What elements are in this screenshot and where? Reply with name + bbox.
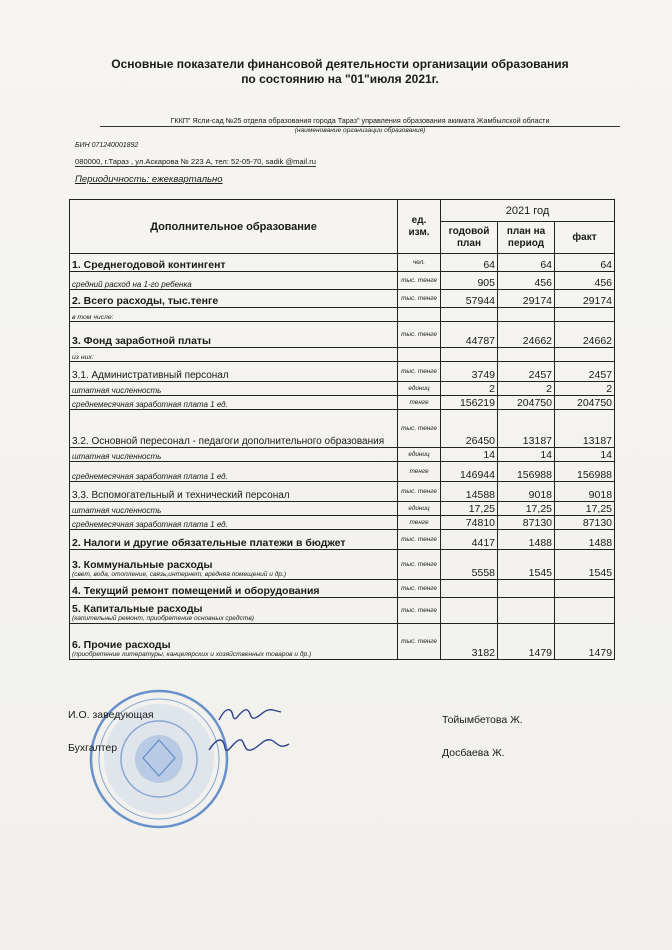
header-period: план на период — [498, 222, 555, 254]
row-label — [70, 580, 398, 598]
row-label-text: 5. Капитальные расходы — [72, 603, 203, 615]
header-annual: годовой план — [441, 222, 498, 254]
row-unit: тыс. тенге — [398, 410, 441, 448]
row-label — [70, 382, 398, 396]
cell-annual: 14 — [441, 448, 498, 462]
row-label — [70, 624, 398, 660]
cell-annual — [441, 348, 498, 362]
row-unit: тыс. тенге — [398, 322, 441, 348]
cell-annual: 4417 — [441, 530, 498, 550]
cell-fact: 29174 — [555, 290, 615, 308]
cell-fact: 24662 — [555, 322, 615, 348]
row-unit: тенге — [398, 462, 441, 482]
cell-fact: 87130 — [555, 516, 615, 530]
row-label — [70, 448, 398, 462]
organization-caption: (наименование организации образования) — [294, 127, 426, 134]
row-label-note: (свет, вода, отопление, связь,интернет, вредняа помещений и др.) — [72, 571, 287, 578]
cell-period: 1545 — [498, 550, 555, 580]
table-row — [70, 290, 615, 308]
cell-period: 24662 — [498, 322, 555, 348]
row-unit: тыс. тенге — [398, 624, 441, 660]
cell-fact: 14 — [555, 448, 615, 462]
cell-annual: 44787 — [441, 322, 498, 348]
table-row — [70, 550, 615, 580]
cell-annual: 905 — [441, 272, 498, 290]
row-unit: тыс. тенге — [398, 530, 441, 550]
cell-fact — [555, 308, 615, 322]
head-signature — [215, 702, 285, 730]
table-row — [70, 580, 615, 598]
cell-period — [498, 598, 555, 624]
row-label-text: штатная численность — [72, 506, 162, 515]
table-row — [70, 502, 615, 516]
finance-table — [69, 199, 615, 660]
document-title — [60, 57, 620, 87]
row-unit: тыс. тенге — [398, 550, 441, 580]
row-label-text: 1. Среднегодовой контингент — [72, 259, 226, 271]
row-label-note: (приобретение литературы, канцелярских и хозяйственных товаров и др.) — [72, 651, 312, 658]
cell-annual: 2 — [441, 382, 498, 396]
row-label — [70, 530, 398, 550]
cell-fact: 2457 — [555, 362, 615, 382]
row-label-text: из них: — [72, 354, 94, 361]
row-label — [70, 550, 398, 580]
row-label — [70, 254, 398, 272]
table-row — [70, 462, 615, 482]
table-row — [70, 482, 615, 502]
row-unit — [398, 308, 441, 322]
cell-period: 87130 — [498, 516, 555, 530]
cell-period: 17,25 — [498, 502, 555, 516]
cell-period: 2457 — [498, 362, 555, 382]
cell-fact: 1545 — [555, 550, 615, 580]
row-label-text: 3. Фонд заработной платы — [72, 335, 212, 347]
cell-fact: 2 — [555, 382, 615, 396]
row-unit: единиц — [398, 448, 441, 462]
row-label — [70, 502, 398, 516]
cell-period: 14 — [498, 448, 555, 462]
head-title: И.О. заведующая — [68, 709, 154, 721]
row-unit: тыс. тенге — [398, 272, 441, 290]
cell-fact: 13187 — [555, 410, 615, 448]
row-label-text: 6. Прочие расходы — [72, 639, 171, 651]
table-row — [70, 382, 615, 396]
table-row — [70, 530, 615, 550]
row-unit: чел. — [398, 254, 441, 272]
table-row — [70, 516, 615, 530]
row-label — [70, 348, 398, 362]
cell-annual: 3182 — [441, 624, 498, 660]
cell-annual: 64 — [441, 254, 498, 272]
row-label-note: (капительный ремонт, приобретение основных средств) — [72, 615, 254, 622]
cell-fact: 456 — [555, 272, 615, 290]
row-unit: тенге — [398, 396, 441, 410]
table-row — [70, 254, 615, 272]
row-unit: тыс. тенге — [398, 290, 441, 308]
cell-fact: 1479 — [555, 624, 615, 660]
row-label-text: 3.2. Основной пересонал - педагоги дополнительного образования — [72, 436, 385, 447]
header-year: 2021 год — [441, 200, 615, 222]
row-label — [70, 410, 398, 448]
row-unit: тенге — [398, 516, 441, 530]
table-row — [70, 624, 615, 660]
cell-fact — [555, 598, 615, 624]
organization-name: ГККП" Ясли-сад №25 отдела образования города Тараз" управления образования акимата Жамбылской области — [100, 116, 620, 127]
table-row — [70, 362, 615, 382]
table-row — [70, 322, 615, 348]
cell-annual: 3749 — [441, 362, 498, 382]
cell-fact: 1488 — [555, 530, 615, 550]
cell-fact: 17,25 — [555, 502, 615, 516]
address-line: 080000, г.Тараз , ул.Аскарова № 223 А, тел: 52-05-70, sadik @mail.ru — [75, 157, 316, 166]
cell-fact: 64 — [555, 254, 615, 272]
cell-fact — [555, 580, 615, 598]
cell-period: 9018 — [498, 482, 555, 502]
cell-annual: 17,25 — [441, 502, 498, 516]
row-label — [70, 322, 398, 348]
row-unit: единиц — [398, 382, 441, 396]
row-label-text: 2. Всего расходы, тыс.тенге — [72, 295, 219, 307]
row-unit: тыс. тенге — [398, 598, 441, 624]
cell-period: 456 — [498, 272, 555, 290]
table-row — [70, 448, 615, 462]
row-unit: тыс. тенге — [398, 580, 441, 598]
cell-period: 2 — [498, 382, 555, 396]
cell-period: 204750 — [498, 396, 555, 410]
cell-annual: 26450 — [441, 410, 498, 448]
table-row — [70, 396, 615, 410]
row-label-text: штатная численность — [72, 452, 162, 461]
row-label — [70, 272, 398, 290]
row-label-text: средний расход на 1-го ребенка — [72, 280, 192, 289]
cell-annual: 156219 — [441, 396, 498, 410]
header-name: Дополнительное образование — [70, 200, 398, 254]
row-label — [70, 362, 398, 382]
row-label-text: штатная численность — [72, 386, 162, 395]
row-label-text: 3.3. Вспомогательный и технический персонал — [72, 490, 290, 501]
row-label — [70, 516, 398, 530]
row-unit: тыс. тенге — [398, 482, 441, 502]
cell-fact — [555, 348, 615, 362]
cell-period — [498, 580, 555, 598]
cell-annual: 57944 — [441, 290, 498, 308]
row-label-text: среднемесячная заработная плата 1 ед. — [72, 472, 228, 481]
cell-annual — [441, 580, 498, 598]
row-label — [70, 290, 398, 308]
row-unit: единиц — [398, 502, 441, 516]
header-fact: факт — [555, 222, 615, 254]
row-label — [70, 308, 398, 322]
header-unit: ед. изм. — [398, 200, 441, 254]
cell-fact: 204750 — [555, 396, 615, 410]
cell-period: 1479 — [498, 624, 555, 660]
cell-period — [498, 308, 555, 322]
row-label — [70, 396, 398, 410]
row-label-text: среднемесячная заработная плата 1 ед. — [72, 400, 228, 409]
cell-annual — [441, 598, 498, 624]
row-label-text: 3. Коммунальные расходы — [72, 559, 213, 571]
cell-annual — [441, 308, 498, 322]
cell-fact: 156988 — [555, 462, 615, 482]
cell-period: 64 — [498, 254, 555, 272]
row-label-text: 4. Текущий ремонт помещений и оборудования — [72, 585, 320, 597]
accountant-signature — [205, 730, 295, 760]
row-label — [70, 598, 398, 624]
accountant-title: Бухгалтер — [68, 742, 118, 754]
row-label — [70, 482, 398, 502]
row-label-text: в том числе: — [72, 314, 114, 321]
cell-annual: 14588 — [441, 482, 498, 502]
title-line-2: по состоянию на "01"июля 2021г. — [241, 72, 439, 86]
row-unit: тыс. тенге — [398, 362, 441, 382]
row-label-text: 2. Налоги и другие обязательные платежи в бюджет — [72, 537, 346, 549]
row-label — [70, 462, 398, 482]
cell-annual: 74810 — [441, 516, 498, 530]
table-row — [70, 308, 615, 322]
accountant-name: Досбаева Ж. — [442, 747, 505, 759]
cell-annual: 146944 — [441, 462, 498, 482]
row-label-text: 3.1. Административный персонал — [72, 370, 229, 381]
periodicity: Периодичность: ежеквартально — [75, 174, 223, 185]
cell-period: 156988 — [498, 462, 555, 482]
cell-annual: 5558 — [441, 550, 498, 580]
head-name: Тойымбетова Ж. — [442, 714, 523, 726]
table-row — [70, 272, 615, 290]
table-row — [70, 598, 615, 624]
row-unit — [398, 348, 441, 362]
table-row — [70, 348, 615, 362]
title-line-1: Основные показатели финансовой деятельности организации образования — [111, 57, 569, 71]
bin-number: БИН 071240001892 — [75, 142, 139, 149]
cell-period: 1488 — [498, 530, 555, 550]
cell-period: 29174 — [498, 290, 555, 308]
table-row — [70, 410, 615, 448]
row-label-text: среднемесячная заработная плата 1 ед. — [72, 520, 228, 529]
cell-fact: 9018 — [555, 482, 615, 502]
cell-period: 13187 — [498, 410, 555, 448]
cell-period — [498, 348, 555, 362]
